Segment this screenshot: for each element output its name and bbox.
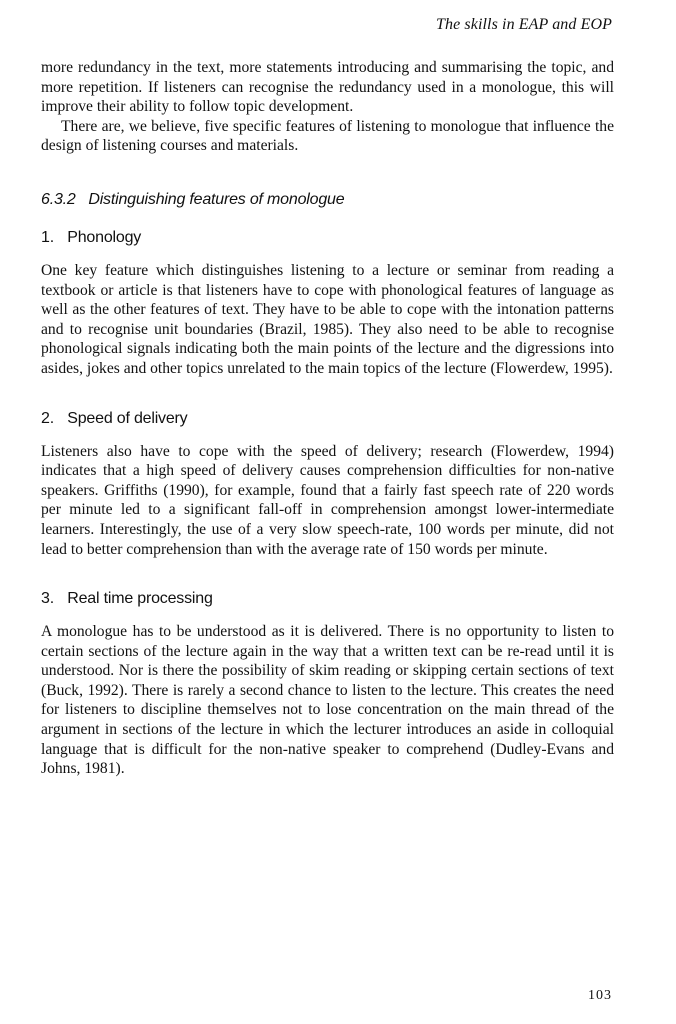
- subsection-heading-speed-of-delivery: [41, 409, 614, 429]
- subsection-number: 2.: [41, 409, 54, 427]
- subsection-title: Speed of delivery: [67, 409, 188, 427]
- intro-paragraph-2: There are, we believe, five specific features of listening to monologue that influence the design of listening courses and materials.: [41, 117, 614, 155]
- subsection-number: 1.: [41, 228, 54, 246]
- subsection-title: Real time processing: [67, 590, 213, 608]
- subsection-paragraph-real-time-processing: A monologue has to be understood as it is delivered. There is no opportunity to listen to certain sections of the lecture again in the way that a written text can be re-read until it is understood. Nor is there the possibility of skim reading or skipping certain sections of text (Buck, 1992). There is rarely a second chance to listen to the lecture. This creates the need for listeners to discipline themselves not to lose concentration on the main thread of the argument in sections of the lecture in which the lecturer introduces an aside in colloquial language that is difficult for the non-native speaker to comprehend (Dudley-Evans and Johns, 1981).: [41, 623, 614, 778]
- subsection-paragraph-speed-of-delivery: Listeners also have to cope with the speed of delivery; research (Flowerdew, 1994) indicates that a high speed of delivery causes comprehension difficulties for non-native speakers. Griffiths (1990), for example, found that a fairly fast speech rate of 220 words per minute led to a significant fall-off in comprehension amongst lower-intermediate learners. Interestingly, the use of a very slow speech-rate, 100 words per minute, did not lead to better comprehension than with the average rate of 150 words per minute.: [41, 442, 614, 558]
- subsection-heading-phonology: [41, 228, 614, 248]
- body-text: [41, 58, 614, 779]
- subsection-heading-real-time-processing: [41, 589, 614, 609]
- section-title: Distinguishing features of monologue: [88, 190, 345, 208]
- section-number: 6.3.2: [41, 190, 76, 208]
- subsection-title: Phonology: [67, 228, 142, 246]
- page-number: 103: [588, 988, 612, 1003]
- intro-paragraph-1: more redundancy in the text, more statements introducing and summarising the topic, and more repetition. If listeners can recognise the redundancy used in a monologue, this will improve their ability to follow topic development.: [41, 59, 614, 116]
- subsection-number: 3.: [41, 590, 54, 608]
- subsection-paragraph-phonology: One key feature which distinguishes listening to a lecture or seminar from reading a textbook or article is that listeners have to cope with phonological features of language as well as the other features of text. They have to be able to cope with the intonation patterns and to recognise unit boundaries (Brazil, 1985). They also need to be able to recognise phonological signals indicating both the main points of the lecture and the digressions into asides, jokes and other topics unrelated to the main topics of the lecture (Flowerdew, 1995).: [41, 261, 614, 377]
- section-heading: [41, 190, 614, 210]
- running-head: The skills in EAP and EOP: [436, 16, 612, 33]
